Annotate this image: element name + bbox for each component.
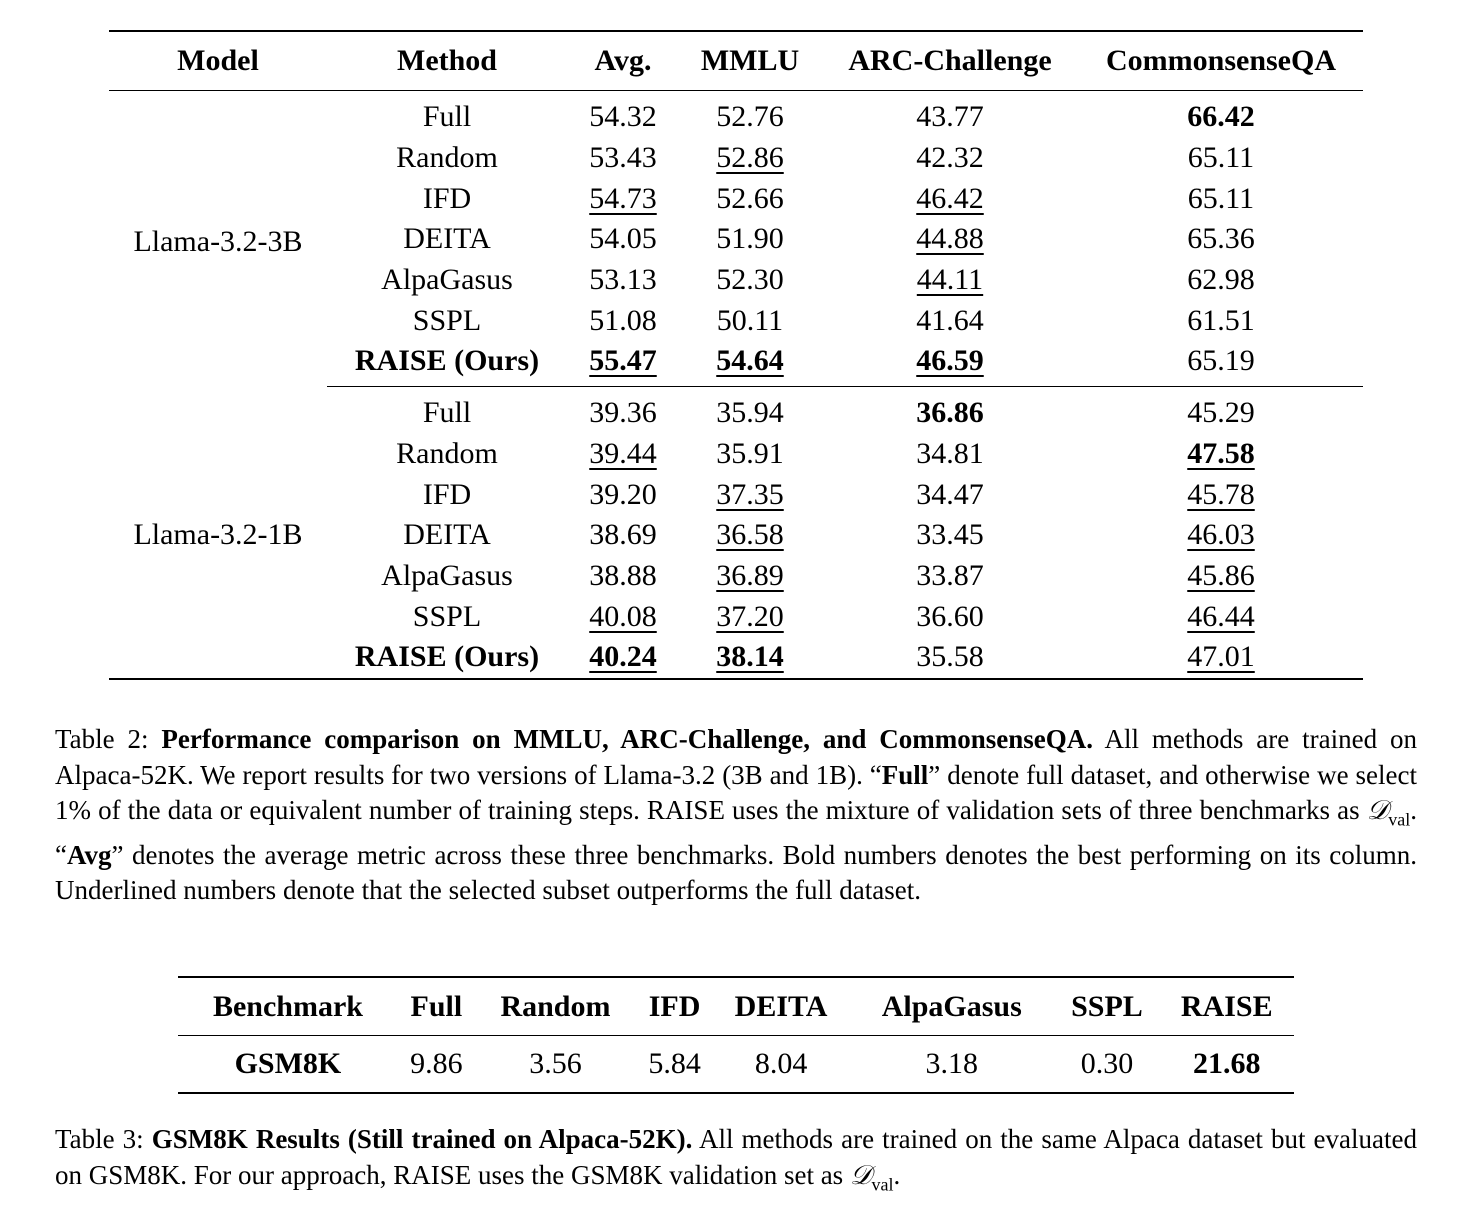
- results-table-3: [178, 976, 1294, 1094]
- method-cell: Full: [422, 396, 472, 430]
- caption-bold-term: Full: [881, 759, 929, 790]
- avg-cell: [567, 341, 679, 386]
- arc-cell: 34.81: [916, 436, 984, 470]
- header-raise: RAISE: [1160, 977, 1294, 1036]
- arc-cell: [821, 260, 1079, 301]
- underlined-value: 36.58: [716, 518, 784, 552]
- value-cell: 3.56: [529, 1047, 582, 1080]
- mmlu-cell: 52.66: [716, 181, 784, 215]
- dval-symbol: 𝒟: [849, 1159, 872, 1191]
- table-header-row: [178, 977, 1294, 1036]
- header-deita: DEITA: [713, 977, 849, 1036]
- dval-subscript: val: [871, 1173, 894, 1194]
- caption-text: All methods are trained on Alpaca-52K. We report results for two versions of Llama-3.2 (3B and 1B). “: [55, 724, 1418, 790]
- underlined-value: 52.86: [716, 141, 784, 175]
- underlined-value: 38.14: [716, 640, 784, 674]
- method-cell: Full: [422, 100, 472, 134]
- value-cell: 0.30: [1080, 1047, 1134, 1080]
- header-method: Method: [327, 31, 567, 91]
- header-random: Random: [475, 977, 636, 1036]
- arc-cell: 33.87: [916, 558, 984, 592]
- csqa-cell: [1079, 515, 1363, 556]
- caption-title: GSM8K Results (Still trained on Alpaca-52K).: [151, 1124, 693, 1154]
- method-cell: AlpaGasus: [381, 263, 513, 297]
- arc-cell: 33.45: [916, 518, 984, 552]
- csqa-cell: [1079, 637, 1363, 679]
- caption-label: Table 3:: [55, 1124, 144, 1154]
- csqa-cell: 62.98: [1187, 263, 1255, 297]
- csqa-cell: [1079, 556, 1363, 597]
- avg-cell: [567, 637, 679, 679]
- mmlu-cell: 52.30: [716, 263, 784, 297]
- arc-cell: 36.60: [916, 599, 984, 633]
- arc-cell: 34.47: [916, 477, 984, 511]
- table-row: [109, 91, 1363, 138]
- underlined-value: 55.47: [589, 344, 657, 378]
- csqa-cell: 65.19: [1079, 341, 1363, 386]
- underlined-value: 40.24: [589, 640, 657, 674]
- avg-cell: [567, 178, 679, 219]
- table-3-caption: [55, 1122, 1417, 1202]
- method-cell: RAISE (Ours): [327, 341, 567, 386]
- csqa-cell: [1079, 596, 1363, 637]
- avg-cell: 54.05: [589, 222, 657, 256]
- underlined-value: 46.59: [916, 344, 984, 378]
- caption-text: . “: [55, 795, 1417, 870]
- value-cell: 21.68: [1193, 1047, 1261, 1080]
- caption-text: ” denotes the average metric across these three benchmarks. Bold numbers denotes the best performing on its column. Underlined numbers denote that the selected subset outperforms the full dataset.: [55, 839, 1417, 906]
- arc-cell: 42.32: [916, 141, 984, 175]
- dval-subscript: val: [1388, 809, 1411, 830]
- avg-cell: 39.36: [589, 396, 657, 430]
- arc-cell: 41.64: [916, 303, 984, 337]
- csqa-cell: [1079, 474, 1363, 515]
- underlined-value: 44.88: [916, 222, 984, 256]
- caption-title: Performance comparison on MMLU, ARC-Challenge, and CommonsenseQA.: [161, 724, 1094, 754]
- caption-label: Table 2:: [55, 724, 149, 754]
- mmlu-cell: 50.11: [716, 303, 784, 337]
- underlined-value: 39.44: [589, 436, 657, 470]
- underlined-value: 46.03: [1187, 518, 1255, 552]
- header-benchmark: Benchmark: [178, 977, 398, 1036]
- table-row: [178, 1036, 1294, 1094]
- csqa-cell: 61.51: [1187, 303, 1255, 337]
- arc-cell: 43.77: [916, 100, 984, 134]
- avg-cell: 54.32: [589, 100, 657, 134]
- header-alpagasus: AlpaGasus: [849, 977, 1054, 1036]
- caption-text: ” denote full dataset, and otherwise we select 1% of the data or equivalent number of training steps. RAISE uses the mixture of validation sets of three benchmarks as: [55, 759, 1417, 825]
- dval-symbol: 𝒟: [1366, 795, 1389, 826]
- mmlu-cell: [679, 556, 821, 597]
- header-full: Full: [398, 977, 475, 1036]
- header-avg: Avg.: [567, 31, 679, 91]
- csqa-cell: 65.36: [1187, 222, 1255, 256]
- method-cell: DEITA: [403, 518, 491, 552]
- underlined-value: 44.11: [916, 263, 984, 297]
- method-cell: Random: [396, 436, 498, 470]
- underlined-value: 54.64: [716, 344, 784, 378]
- arc-cell: 36.86: [916, 396, 984, 430]
- mmlu-cell: [679, 341, 821, 386]
- model-cell: Llama-3.2-3B: [133, 224, 303, 258]
- underlined-value: 45.86: [1187, 558, 1255, 592]
- underlined-value: 46.42: [916, 181, 984, 215]
- csqa-cell: [1079, 434, 1363, 475]
- method-cell: Random: [396, 141, 498, 175]
- underlined-value: 46.44: [1187, 599, 1255, 633]
- avg-cell: [567, 434, 679, 475]
- mmlu-cell: 35.94: [716, 396, 784, 430]
- header-model: Model: [109, 31, 327, 91]
- header-csqa: CommonsenseQA: [1079, 31, 1363, 91]
- csqa-cell: 66.42: [1187, 100, 1255, 134]
- caption-text: .: [893, 1159, 901, 1190]
- value-cell: 5.84: [648, 1047, 701, 1080]
- method-cell: SSPL: [412, 599, 482, 633]
- underlined-value: 47.58: [1187, 436, 1255, 470]
- method-cell: SSPL: [412, 303, 482, 337]
- mmlu-cell: 51.90: [716, 222, 784, 256]
- arc-cell: [821, 341, 1079, 386]
- caption-text: All methods are trained on the same Alpaca dataset but evaluated on GSM8K. For our approach, RAISE uses the GSM8K validation set as: [55, 1124, 1417, 1190]
- table-header-row: [109, 31, 1363, 91]
- mmlu-cell: [679, 474, 821, 515]
- csqa-cell: 65.11: [1187, 141, 1255, 175]
- arc-cell: 35.58: [916, 640, 984, 674]
- avg-cell: 38.88: [589, 558, 657, 592]
- method-cell: IFD: [422, 181, 472, 215]
- underlined-value: 54.73: [589, 181, 657, 215]
- method-cell: IFD: [422, 477, 472, 511]
- benchmark-cell: GSM8K: [234, 1047, 342, 1080]
- underlined-value: 37.20: [716, 599, 784, 633]
- value-cell: 9.86: [410, 1047, 463, 1080]
- header-ifd: IFD: [636, 977, 713, 1036]
- header-arc: ARC-Challenge: [821, 31, 1079, 91]
- mmlu-cell: [679, 515, 821, 556]
- table-2-caption: [55, 722, 1417, 909]
- underlined-value: 45.78: [1187, 477, 1255, 511]
- avg-cell: 53.43: [589, 141, 657, 175]
- mmlu-cell: 52.76: [716, 100, 784, 134]
- csqa-cell: 45.29: [1187, 396, 1255, 430]
- avg-cell: 53.13: [589, 263, 657, 297]
- csqa-cell: 65.11: [1187, 181, 1255, 215]
- method-cell: DEITA: [403, 222, 491, 256]
- value-cell: 3.18: [925, 1047, 978, 1080]
- avg-cell: 51.08: [589, 303, 657, 337]
- results-table-2: [109, 30, 1363, 680]
- underlined-value: 37.35: [716, 477, 784, 511]
- mmlu-cell: 35.91: [716, 436, 784, 470]
- mmlu-cell: [679, 138, 821, 179]
- avg-cell: [567, 596, 679, 637]
- model-cell: Llama-3.2-1B: [133, 517, 303, 551]
- arc-cell: [821, 178, 1079, 219]
- table-row: [109, 386, 1363, 433]
- value-cell: 8.04: [754, 1047, 808, 1080]
- caption-bold-term: Avg: [66, 839, 112, 870]
- underlined-value: 47.01: [1187, 640, 1255, 674]
- underlined-value: 36.89: [716, 558, 784, 592]
- underlined-value: 40.08: [589, 599, 657, 633]
- mmlu-cell: [679, 596, 821, 637]
- header-mmlu: MMLU: [679, 31, 821, 91]
- mmlu-cell: [679, 637, 821, 679]
- avg-cell: 38.69: [589, 518, 657, 552]
- avg-cell: 39.20: [589, 477, 657, 511]
- header-sspl: SSPL: [1054, 977, 1159, 1036]
- method-cell: AlpaGasus: [381, 558, 513, 592]
- method-cell: RAISE (Ours): [354, 640, 540, 674]
- arc-cell: [821, 219, 1079, 260]
